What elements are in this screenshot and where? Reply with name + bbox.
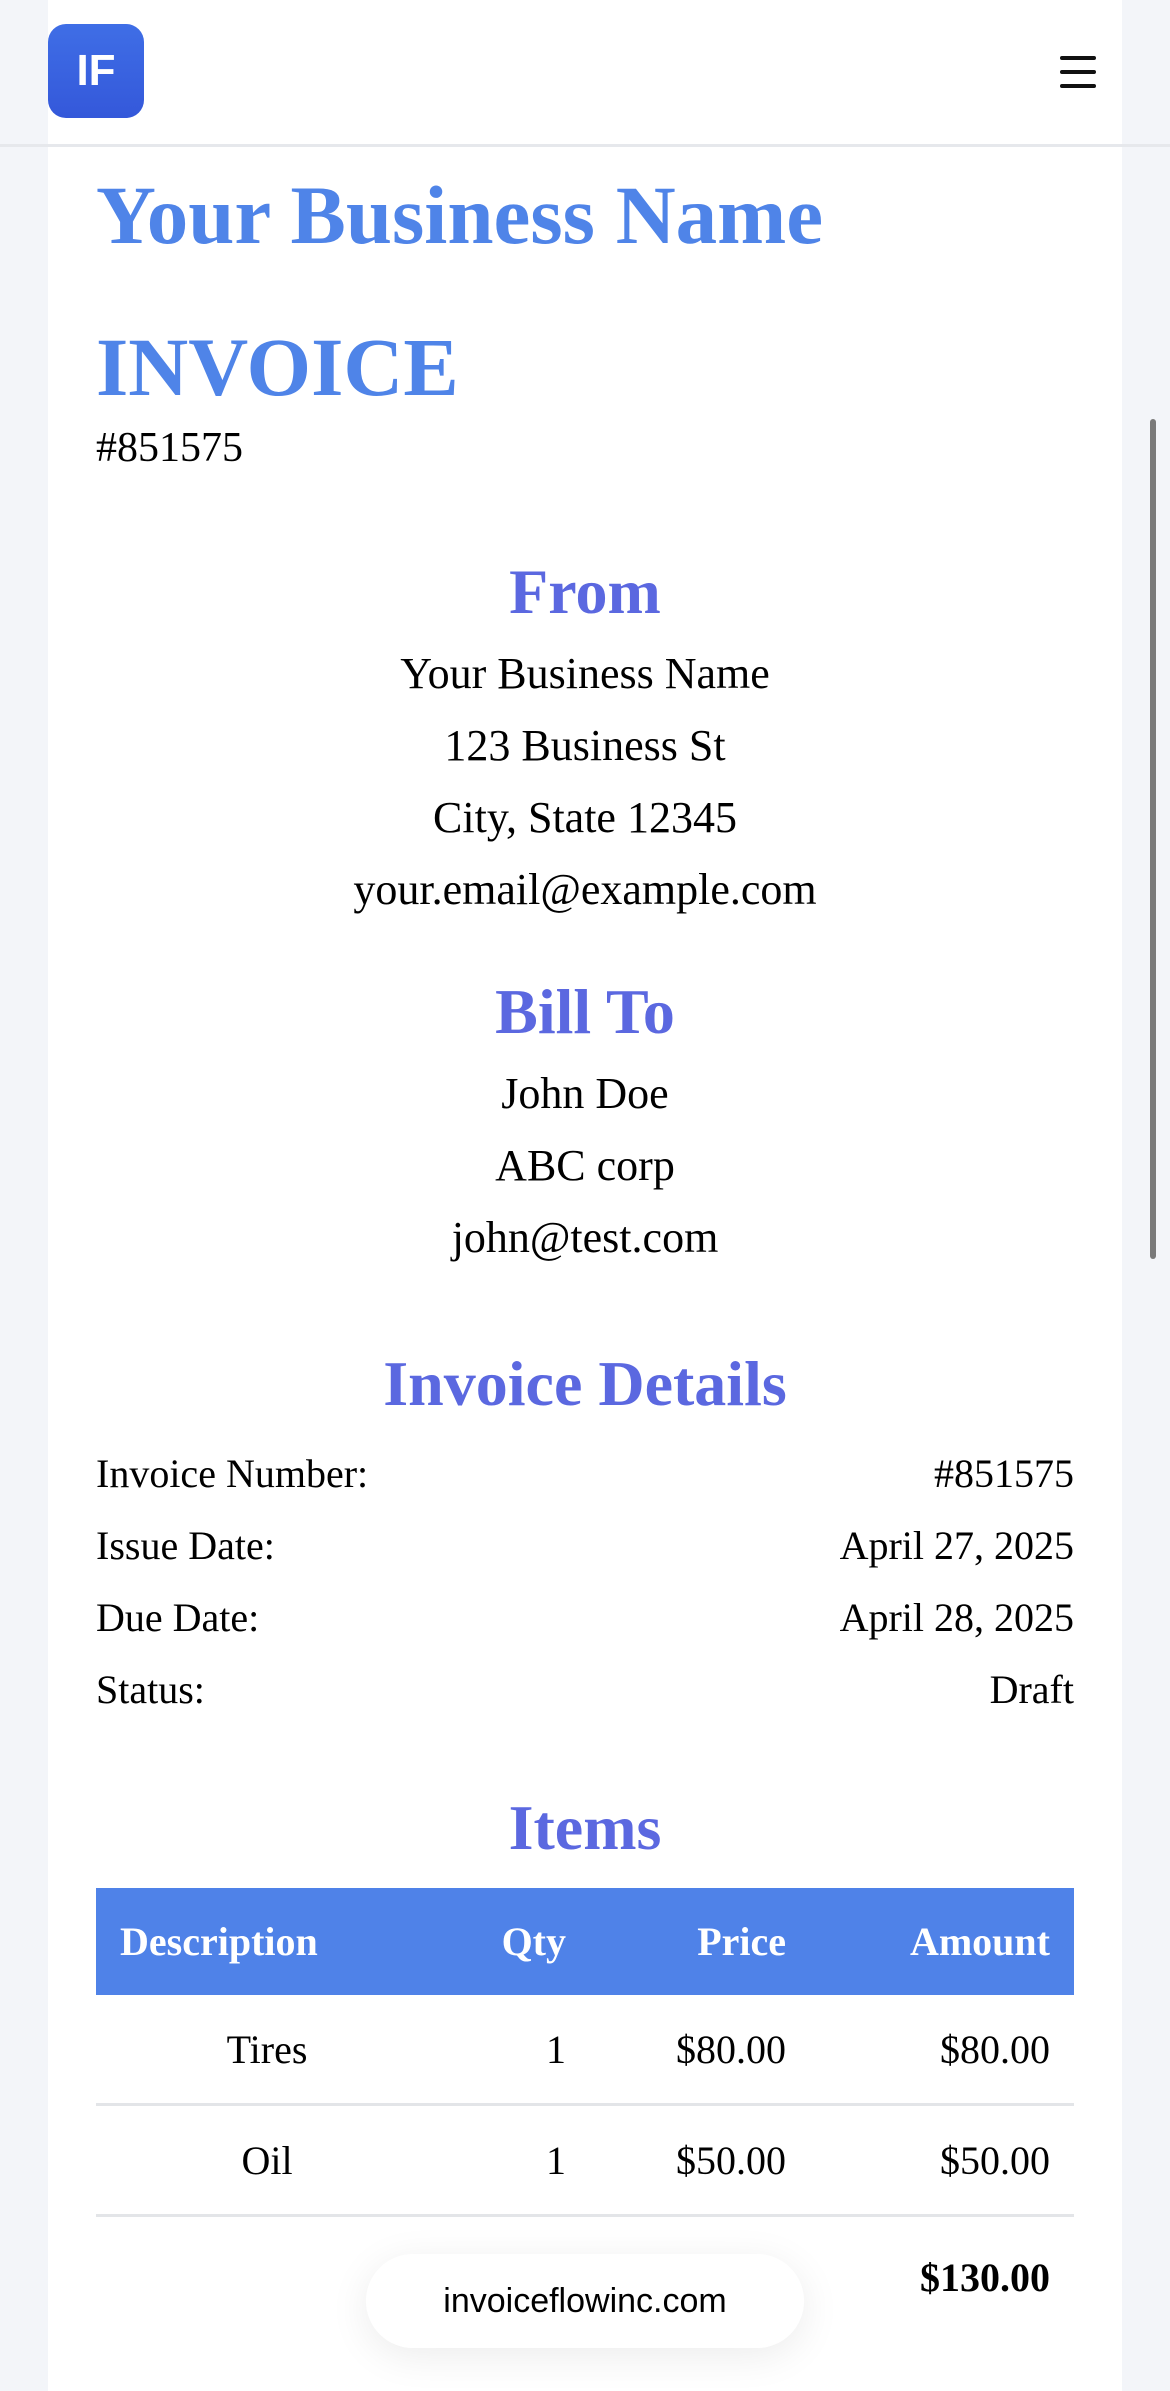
- table-row: Oil 1 $50.00 $50.00: [96, 2105, 1074, 2216]
- top-nav: [0, 0, 1170, 147]
- bill-to-heading: Bill To: [495, 976, 675, 1047]
- bill-to-line: ABC corp: [495, 1141, 675, 1190]
- detail-row: Issue Date: April 27, 2025: [96, 1523, 1074, 1568]
- items-heading: Items: [508, 1792, 662, 1863]
- detail-row: Invoice Number: #851575: [96, 1451, 1074, 1496]
- scrollbar[interactable]: [1150, 419, 1156, 1259]
- detail-row: Status: Draft: [96, 1667, 1074, 1712]
- invoice-number: #851575: [96, 425, 243, 471]
- bill-to-line: John Doe: [501, 1069, 669, 1118]
- app-logo[interactable]: IF: [48, 24, 144, 118]
- url-domain: invoiceflowinc.com: [443, 2281, 727, 2320]
- table-row: Tires 1 $80.00 $80.00: [96, 1995, 1074, 2105]
- col-qty: Qty: [438, 1888, 590, 1995]
- status-value: Draft: [989, 1667, 1074, 1712]
- invoice-title: INVOICE: [96, 321, 459, 413]
- invoice-details-heading: Invoice Details: [383, 1348, 787, 1419]
- hamburger-menu-icon[interactable]: [1060, 56, 1096, 88]
- col-amount: Amount: [810, 1888, 1074, 1995]
- from-line: Your Business Name: [400, 649, 770, 698]
- business-name-title: Your Business Name: [96, 169, 824, 261]
- from-line: City, State 12345: [433, 793, 737, 842]
- bill-to-email: john@test.com: [451, 1213, 719, 1262]
- from-line: 123 Business St: [444, 721, 726, 770]
- browser-url-pill[interactable]: [366, 2254, 804, 2348]
- from-heading: From: [509, 556, 661, 627]
- from-email: your.email@example.com: [353, 865, 817, 914]
- col-description: Description: [96, 1888, 438, 1995]
- table-header-row: [96, 1888, 1074, 1995]
- total-amount: $130.00: [920, 2254, 1050, 2300]
- detail-row: Due Date: April 28, 2025: [96, 1595, 1074, 1640]
- col-price: Price: [590, 1888, 810, 1995]
